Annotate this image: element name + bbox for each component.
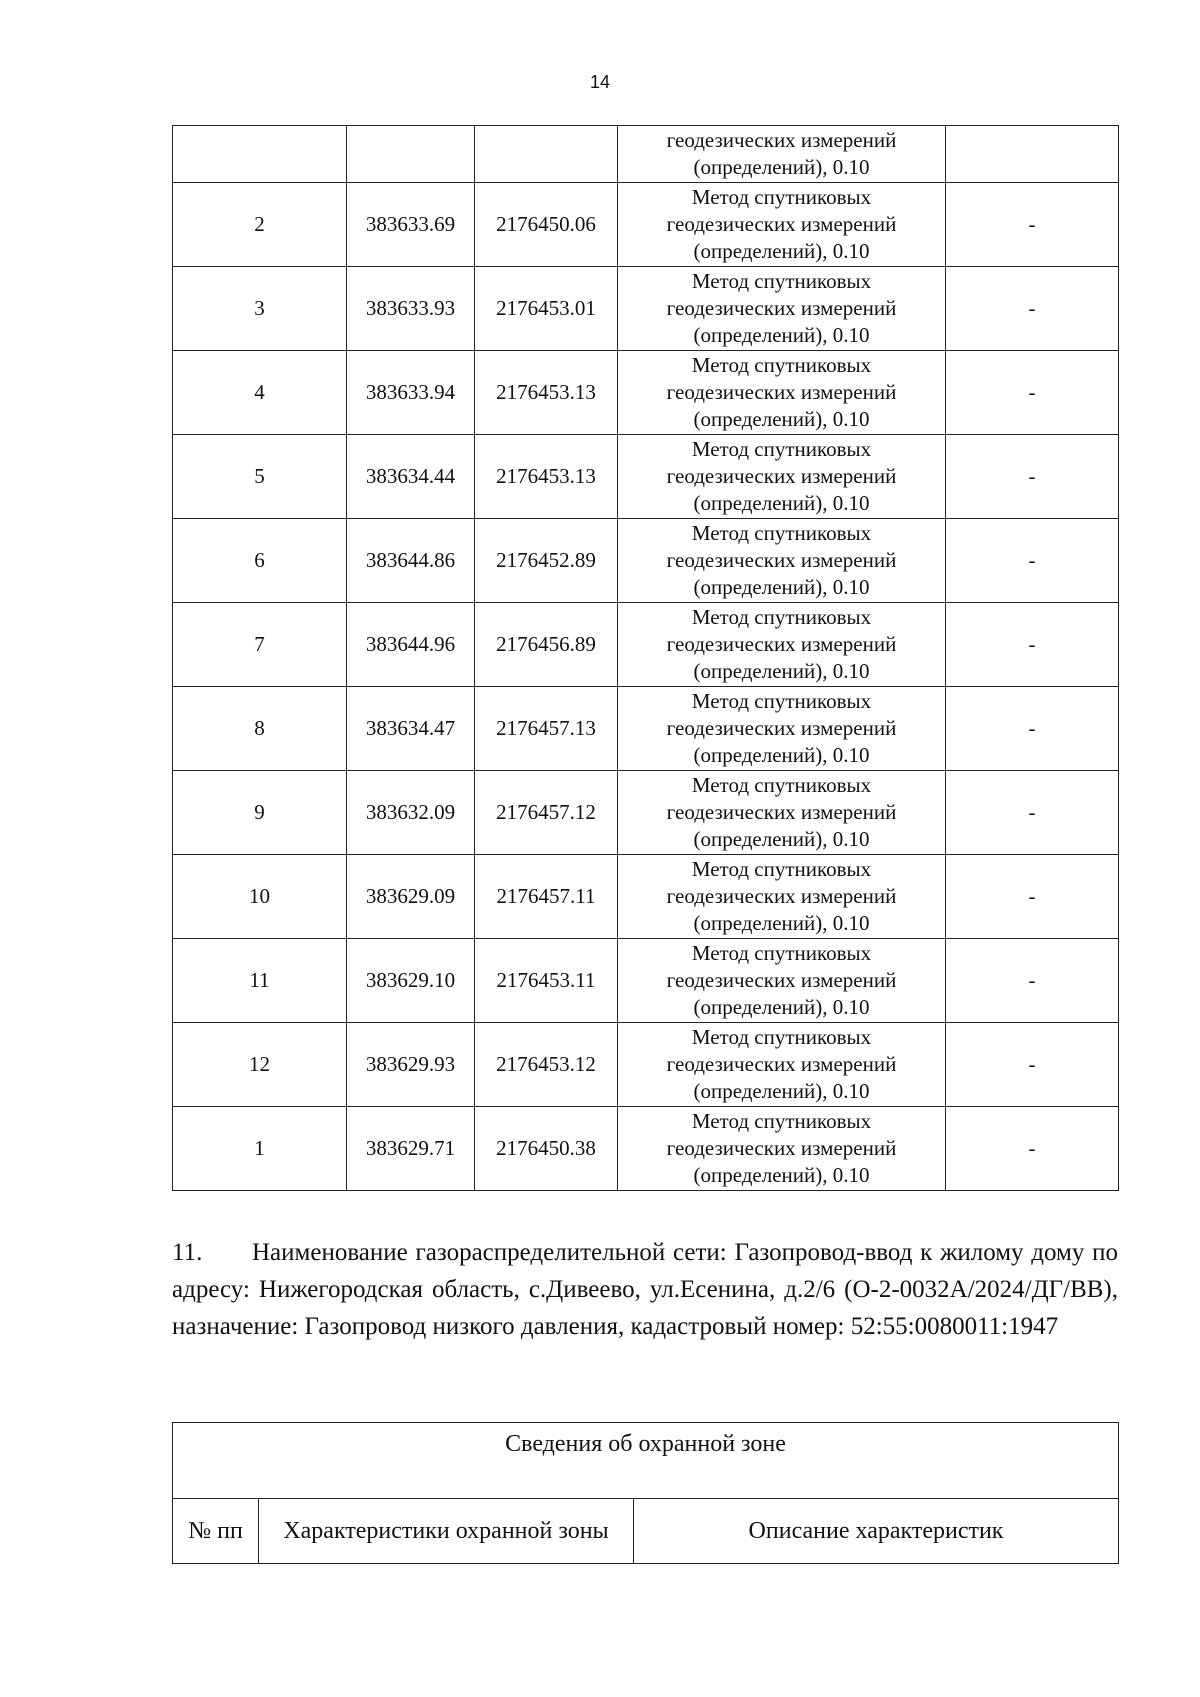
cell-description: - [946,267,1119,351]
method-line: (определений), 0.10 [693,743,870,767]
method-line: Метод спутниковых [691,269,872,293]
method-line: геодезических измерений [666,212,897,236]
method-line: Метод спутниковых [691,353,872,377]
zone-col-description: Описание характеристик [634,1499,1119,1564]
cell-method [618,1023,946,1107]
cell-x: 383629.10 [347,939,475,1023]
table-row [173,939,1119,1023]
method-line: геодезических измерений [666,968,897,992]
cell-y: 2176453.11 [475,939,618,1023]
method-line: геодезических измерений [666,632,897,656]
cell-y: 2176450.06 [475,183,618,267]
cell-description: - [946,183,1119,267]
table-row [173,183,1119,267]
cell-method [618,1107,946,1191]
method-line: геодезических измерений [666,464,897,488]
method-line: (определений), 0.10 [693,911,870,935]
zone-col-characteristics: Характеристики охранной зоны [259,1499,634,1564]
cell-x: 383634.47 [347,687,475,771]
method-line: (определений), 0.10 [693,323,870,347]
cell-description: - [946,351,1119,435]
cell-x: 383629.09 [347,855,475,939]
cell-description [946,126,1119,183]
zone-col-number: № пп [173,1499,259,1564]
cell-method [618,855,946,939]
table-row [173,855,1119,939]
method-line: геодезических измерений [666,800,897,824]
method-line: геодезических измерений [666,884,897,908]
zone-caption-row [173,1423,1119,1499]
cell-description: - [946,1107,1119,1191]
cell-number: 9 [173,771,347,855]
table-row [173,519,1119,603]
cell-x [347,126,475,183]
cell-number: 2 [173,183,347,267]
method-line: (определений), 0.10 [693,1163,870,1187]
method-line: геодезических измерений [666,716,897,740]
method-line: (определений), 0.10 [693,239,870,263]
method-line: Метод спутниковых [691,857,872,881]
method-line: (определений), 0.10 [693,575,870,599]
zone-header-row [173,1499,1119,1564]
cell-description: - [946,1023,1119,1107]
method-line: Метод спутниковых [691,185,872,209]
cell-number: 1 [173,1107,347,1191]
cell-number [173,126,347,183]
method-line: Метод спутниковых [691,689,872,713]
method-line: геодезических измерений [666,1136,897,1160]
method-line: (определений), 0.10 [693,491,870,515]
cell-y: 2176453.13 [475,435,618,519]
cell-number: 3 [173,267,347,351]
cell-x: 383634.44 [347,435,475,519]
cell-method [618,519,946,603]
table-row [173,267,1119,351]
cell-y: 2176457.12 [475,771,618,855]
cell-x: 383644.96 [347,603,475,687]
method-line: (определений), 0.10 [693,659,870,683]
cell-number: 7 [173,603,347,687]
method-line: Метод спутниковых [691,1025,872,1049]
continuation-row [173,126,1119,183]
cell-description: - [946,687,1119,771]
cell-y: 2176453.13 [475,351,618,435]
cell-x: 383629.71 [347,1107,475,1191]
section-number: 11. [172,1239,203,1266]
cell-number: 4 [173,351,347,435]
method-line: Метод спутниковых [691,941,872,965]
method-line: геодезических измерений [666,296,897,320]
cell-description: - [946,519,1119,603]
page-number: 14 [589,72,611,92]
cell-method [618,267,946,351]
cell-x: 383644.86 [347,519,475,603]
cell-number: 6 [173,519,347,603]
cell-method [618,183,946,267]
cell-y: 2176452.89 [475,519,618,603]
cell-y: 2176456.89 [475,603,618,687]
zone-caption: Сведения об охранной зоне [173,1423,1119,1499]
cell-method [618,126,946,183]
method-line: (определений), 0.10 [693,407,870,431]
table-row [173,1107,1119,1191]
method-line: геодезических измерений [666,128,897,152]
table-row [173,687,1119,771]
cell-number: 10 [173,855,347,939]
table-row [173,351,1119,435]
cell-y: 2176457.11 [475,855,618,939]
cell-method [618,771,946,855]
cell-x: 383632.09 [347,771,475,855]
cell-number: 11 [173,939,347,1023]
cell-description: - [946,855,1119,939]
section-text: Наименование газораспределительной сети: Газопровод-ввод к жилому дому по адресу: Нижегородская область, с.Дивеево, ул.Есенина, д.2/6 (О-2-0032А/2024/ДГ/ВВ), назначение: Газопровод низкого давления, кадастровый номер: 52:55:0080011:1947 [172,1239,1118,1340]
method-line: Метод спутниковых [691,773,872,797]
method-line: (определений), 0.10 [693,827,870,851]
method-line: Метод спутниковых [691,521,872,545]
cell-y: 2176450.38 [475,1107,618,1191]
coordinates-table [172,125,1119,1191]
method-line: (определений), 0.10 [693,155,870,179]
cell-x: 383629.93 [347,1023,475,1107]
method-line: геодезических измерений [666,1052,897,1076]
table-row [173,603,1119,687]
cell-method [618,351,946,435]
section-paragraph [172,1234,1118,1345]
cell-description: - [946,939,1119,1023]
method-line: Метод спутниковых [691,605,872,629]
table-row [173,771,1119,855]
cell-x: 383633.93 [347,267,475,351]
cell-number: 5 [173,435,347,519]
coordinates-table-body [173,126,1119,1191]
method-line: геодезических измерений [666,548,897,572]
cell-method [618,435,946,519]
cell-method [618,939,946,1023]
cell-y: 2176453.12 [475,1023,618,1107]
cell-number: 12 [173,1023,347,1107]
cell-number: 8 [173,687,347,771]
cell-description: - [946,435,1119,519]
method-line: (определений), 0.10 [693,995,870,1019]
table-row [173,435,1119,519]
cell-description: - [946,771,1119,855]
cell-description: - [946,603,1119,687]
method-line: Метод спутниковых [691,1109,872,1133]
cell-y [475,126,618,183]
cell-x: 383633.94 [347,351,475,435]
method-line: (определений), 0.10 [693,1079,870,1103]
method-line: Метод спутниковых [691,437,872,461]
protection-zone-table [172,1422,1119,1564]
method-line: геодезических измерений [666,380,897,404]
cell-method [618,687,946,771]
cell-method [618,603,946,687]
cell-y: 2176453.01 [475,267,618,351]
cell-x: 383633.69 [347,183,475,267]
table-row [173,1023,1119,1107]
cell-y: 2176457.13 [475,687,618,771]
